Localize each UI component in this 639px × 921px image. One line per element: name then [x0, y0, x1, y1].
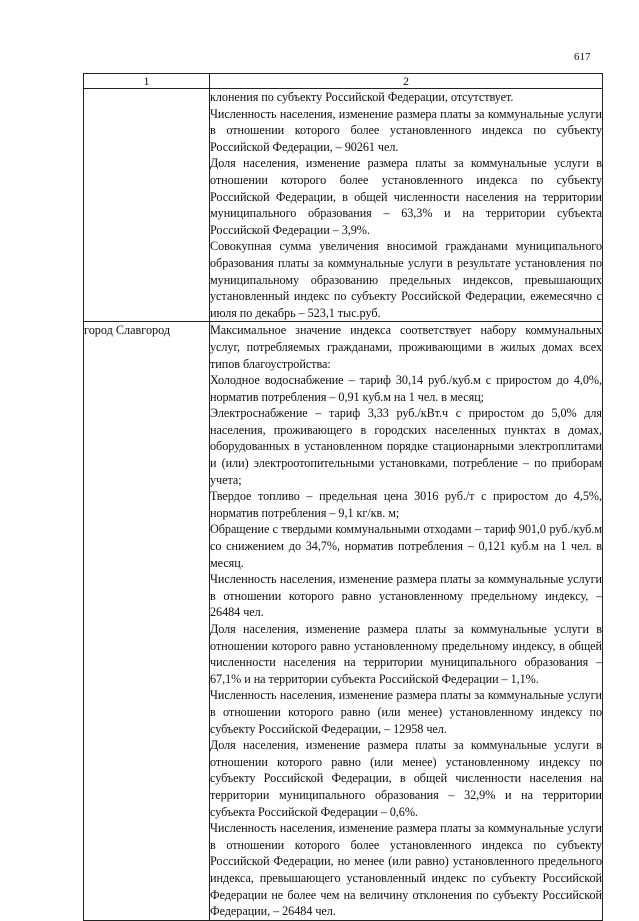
paragraph: Максимальное значение индекса соответствует набору коммунальных услуг, потребляемых гражданами, проживающими в жилых домах всех типов благоустройства:: [210, 323, 602, 371]
column-header-1: 1: [84, 74, 210, 89]
paragraph: Численность населения, изменение размера платы за коммунальные услуги в отношении которого равно (или менее) установленному индексу по субъекту Российской Федерации, – 12958 чел.: [210, 688, 602, 736]
paragraph: Доля населения, изменение размера платы за коммунальные услуги в отношении которого более установленного индекса по субъекту Российской Федерации, в общей численности населения на территории муниципального образования – 63,3% и на территории субъекта Российской Федерации – 3,9%.: [210, 156, 602, 237]
table-row: [84, 89, 603, 322]
paragraph: Холодное водоснабжение – тариф 30,14 руб./куб.м с приростом до 4,0%, норматив потребления – 0,91 куб.м на 1 чел. в месяц;: [210, 373, 602, 404]
paragraph: Доля населения, изменение размера платы за коммунальные услуги в отношении которого равно (или менее) установленному индексу по субъекту Российской Федерации, в общей численности населения на территории муниципального образования – 32,9% и на территории субъекта Российской Федерации – 0,6%.: [210, 738, 602, 819]
table-row: [84, 322, 603, 920]
page-number: 617: [574, 51, 591, 63]
description-cell: [210, 89, 603, 322]
paragraph: Численность населения, изменение размера платы за коммунальные услуги в отношении которого более установленного индекса по субъекту Российской Федерации, но менее (или равно) установленного предельного индекса, превышающего установленный индекс по субъекту Российской Федерации не более чем на величину отклонения по субъекту Российской Федерации, – 26484 чел.: [210, 821, 602, 919]
paragraph: Обращение с твердыми коммунальными отходами – тариф 901,0 руб./куб.м со снижением до 34,7%, норматив потребления – 0,121 куб.м на 1 чел. в месяц.: [210, 522, 602, 570]
paragraph: клонения по субъекту Российской Федерации, отсутствует.: [210, 90, 514, 104]
paragraph: Твердое топливо – предельная цена 3016 руб./т с приростом до 4,5%, норматив потребления – 9,1 кг/кв. м;: [210, 489, 602, 520]
table-header-row: [84, 74, 603, 89]
paragraph: Доля населения, изменение размера платы за коммунальные услуги в отношении которого равно установленному предельному индексу, в общей численности населения на территории муниципального образования – 67,1% и на территории субъекта Российской Федерации – 1,1%.: [210, 622, 602, 686]
paragraph: Численность населения, изменение размера платы за коммунальные услуги в отношении которого более установленного индекса по субъекту Российской Федерации, – 90261 чел.: [210, 106, 602, 154]
municipality-name-cell: город Славгород: [84, 322, 210, 920]
description-cell: [210, 322, 603, 920]
paragraph: Совокупная сумма увеличения вносимой гражданами муниципального образования платы за коммунальные услуги в результате установления по муниципальному образованию предельных индексов, превышающих установленный индекс по субъекту Российской Федерации, ежемесячно с июля по декабрь – 523,1 тыс.руб.: [210, 239, 602, 320]
municipality-name-cell: [84, 89, 210, 322]
column-header-2: 2: [210, 74, 603, 89]
document-table: [83, 73, 603, 921]
paragraph: Численность населения, изменение размера платы за коммунальные услуги в отношении которого равно установленному предельному индексу, – 26484 чел.: [210, 572, 602, 620]
paragraph: Электроснабжение – тариф 3,33 руб./кВт.ч с приростом до 5,0% для населения, проживающего в городских населенных пунктах в домах, оборудованных в установленном порядке стационарными электроплитами и (или) электроотопительными установками, потребление – по приборам учета;: [210, 406, 602, 487]
